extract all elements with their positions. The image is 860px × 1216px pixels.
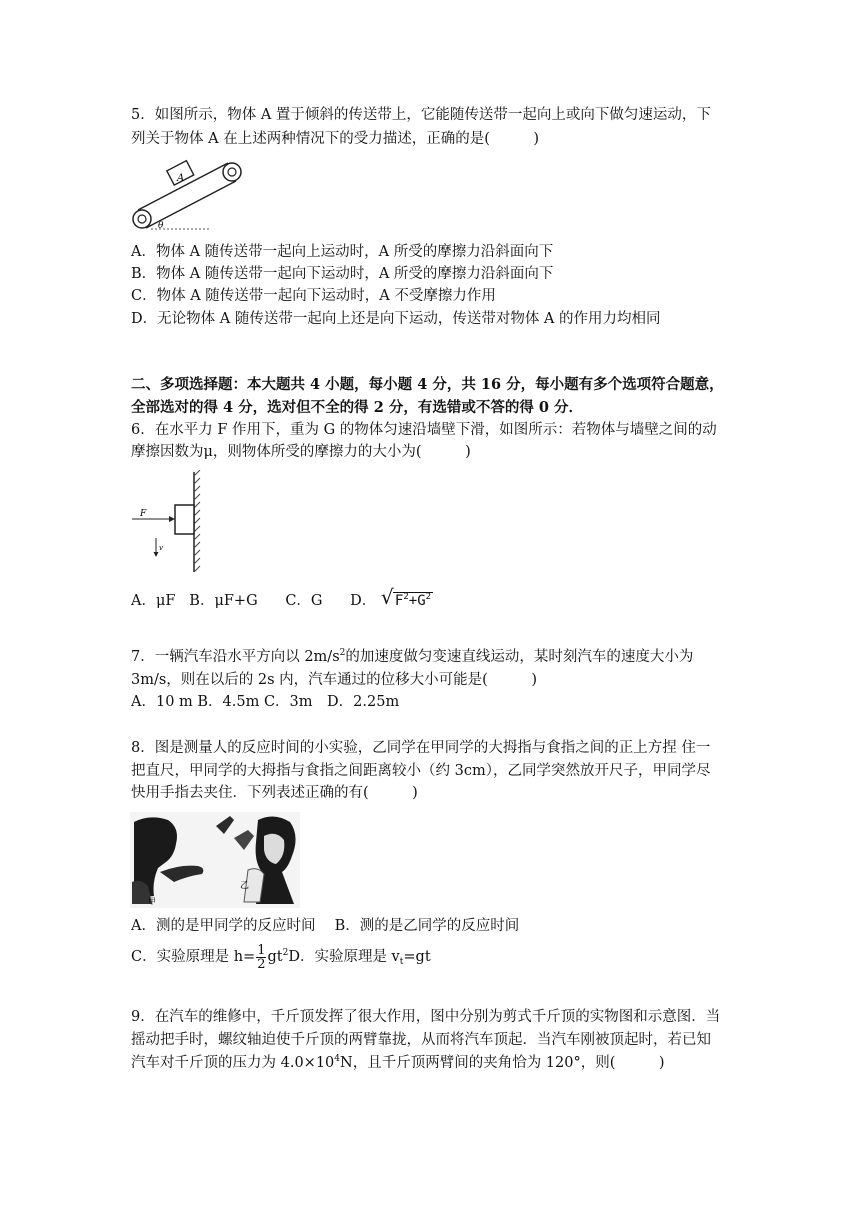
sqrt-radicand (393, 592, 433, 609)
q9-stem-line1: 9．在汽车的维修中，千斤顶发挥了很大作用，图中分别为剪式千斤顶的实物图和示意图．当 (131, 1009, 721, 1025)
q7-stem-line1 (131, 646, 693, 668)
q5-option-c: C．物体 A 随传送带一起向下运动时，A 不受摩擦力作用 (131, 288, 496, 304)
q6-label-f: F (140, 509, 147, 519)
q7-stem-exp: 2 (339, 648, 346, 658)
q5-label-theta: θ (158, 221, 164, 231)
q6-label-v: v (159, 544, 163, 552)
q6-stem-line2: 摩擦因数为μ，则物体所受的摩擦力的大小为( ) (131, 444, 471, 460)
q8-option-c-gt: gt (267, 949, 283, 965)
section2-heading-line1: 二、多项选择题：本大题共 4 小题，每小题 4 分，共 16 分，每小题有多个选项符合题意， (131, 376, 724, 393)
q5-stem-line2: 列关于物体 A 在上述两种情况下的受力描述，正确的是( ) (131, 131, 540, 147)
q6-option-a: A．μF (131, 593, 176, 609)
fraction-numerator: 1 (257, 942, 266, 958)
q6-option-b: B．μF+G (189, 593, 258, 609)
q7-options: A．10 m B．4.5m C．3m D．2.25m (131, 694, 400, 710)
q8-options-cd (131, 942, 431, 972)
reaction-time-photo (130, 812, 300, 908)
q8-label-jia: 甲 (148, 897, 156, 906)
wall-block-figure (130, 470, 210, 574)
sqrt-exp-g: 2 (425, 592, 432, 602)
q9-stem-line2: 摇动把手时，螺纹轴迫使千斤顶的两臂靠拢，从而将汽车顶起．当汽车刚被顶起时，若已知 (131, 1032, 711, 1048)
q8-option-c-exp: 2 (282, 948, 289, 958)
q8-label-yi: 乙 (240, 881, 250, 891)
fraction-denominator: 2 (257, 956, 266, 972)
q6-options (131, 585, 433, 612)
q8-stem-line2: 把直尺，甲同学的大拇指与食指之间距离较小（约 3cm），乙同学突然放开尺子，甲同学尽 (131, 763, 711, 779)
q8-stem-line3: 快用手指去夹住．下列表述正确的有( ) (131, 785, 418, 801)
q7-stem-line2: 3m/s，则在以后的 2s 内，汽车通过的位移大小可能是( ) (131, 672, 537, 688)
conveyor-belt-figure (130, 156, 248, 232)
q8-option-d-sub: t (399, 957, 404, 967)
sqrt-term-f: F (394, 593, 404, 609)
section2-heading-line2: 全部选对的得 4 分，选对但不全的得 2 分，有选错或不答的得 0 分． (131, 399, 584, 416)
q6-stem-line1: 6．在水平力 F 作用下，重为 G 的物体匀速沿墙壁下滑，如图所示：若物体与墙壁之间的动 (131, 422, 717, 438)
half-fraction (256, 944, 266, 971)
q5-option-a: A．物体 A 随传送带一起向上运动时，A 所受的摩擦力沿斜面向下 (131, 244, 554, 260)
q9-stem-line3 (131, 1052, 665, 1074)
q8-option-c-prefix: C．实验原理是 h= (131, 949, 256, 965)
q6-option-c: C．G (285, 593, 323, 609)
sqrt-sign-icon: √ (380, 585, 394, 609)
q5-option-b: B．物体 A 随传送带一起向下运动时，A 所受的摩擦力沿斜面向下 (131, 266, 554, 282)
q7-stem-part-a: 7．一辆汽车沿水平方向以 2m/s (131, 649, 340, 665)
q9-stem-part-b: N，且千斤顶两臂间的夹角恰为 120°，则( ) (340, 1055, 665, 1071)
q5-label-a: A (177, 173, 185, 184)
q5-option-d: D．无论物体 A 随传送带一起向上还是向下运动，传送带对物体 A 的作用力均相同 (131, 311, 661, 327)
q6-option-d-prefix: D． (350, 593, 377, 609)
q9-stem-exp: 4 (334, 1054, 341, 1064)
sqrt-term-g: +G (408, 593, 426, 609)
q5-stem-line1: 5．如图所示，物体 A 置于倾斜的传送带上，它能随传送带一起向上或向下做匀速运动，下 (131, 107, 711, 123)
sqrt-expression (380, 585, 433, 612)
sqrt-exp-f: 2 (403, 592, 409, 602)
q7-stem-part-b: 的加速度做匀变速直线运动，某时刻汽车的速度大小为 (345, 649, 694, 665)
q8-option-d-prefix: D．实验原理是 v (288, 949, 400, 965)
q8-stem-line1: 8．图是测量人的反应时间的小实验，乙同学在甲同学的大拇指与食指之间的正上方捏 住一 (131, 740, 711, 756)
q8-options-ab: A．测的是甲同学的反应时间 B．测的是乙同学的反应时间 (131, 918, 520, 934)
q8-option-d-suffix: =gt (403, 949, 431, 965)
q9-stem-part-a: 汽车对千斤顶的压力为 4.0×10 (131, 1055, 335, 1071)
